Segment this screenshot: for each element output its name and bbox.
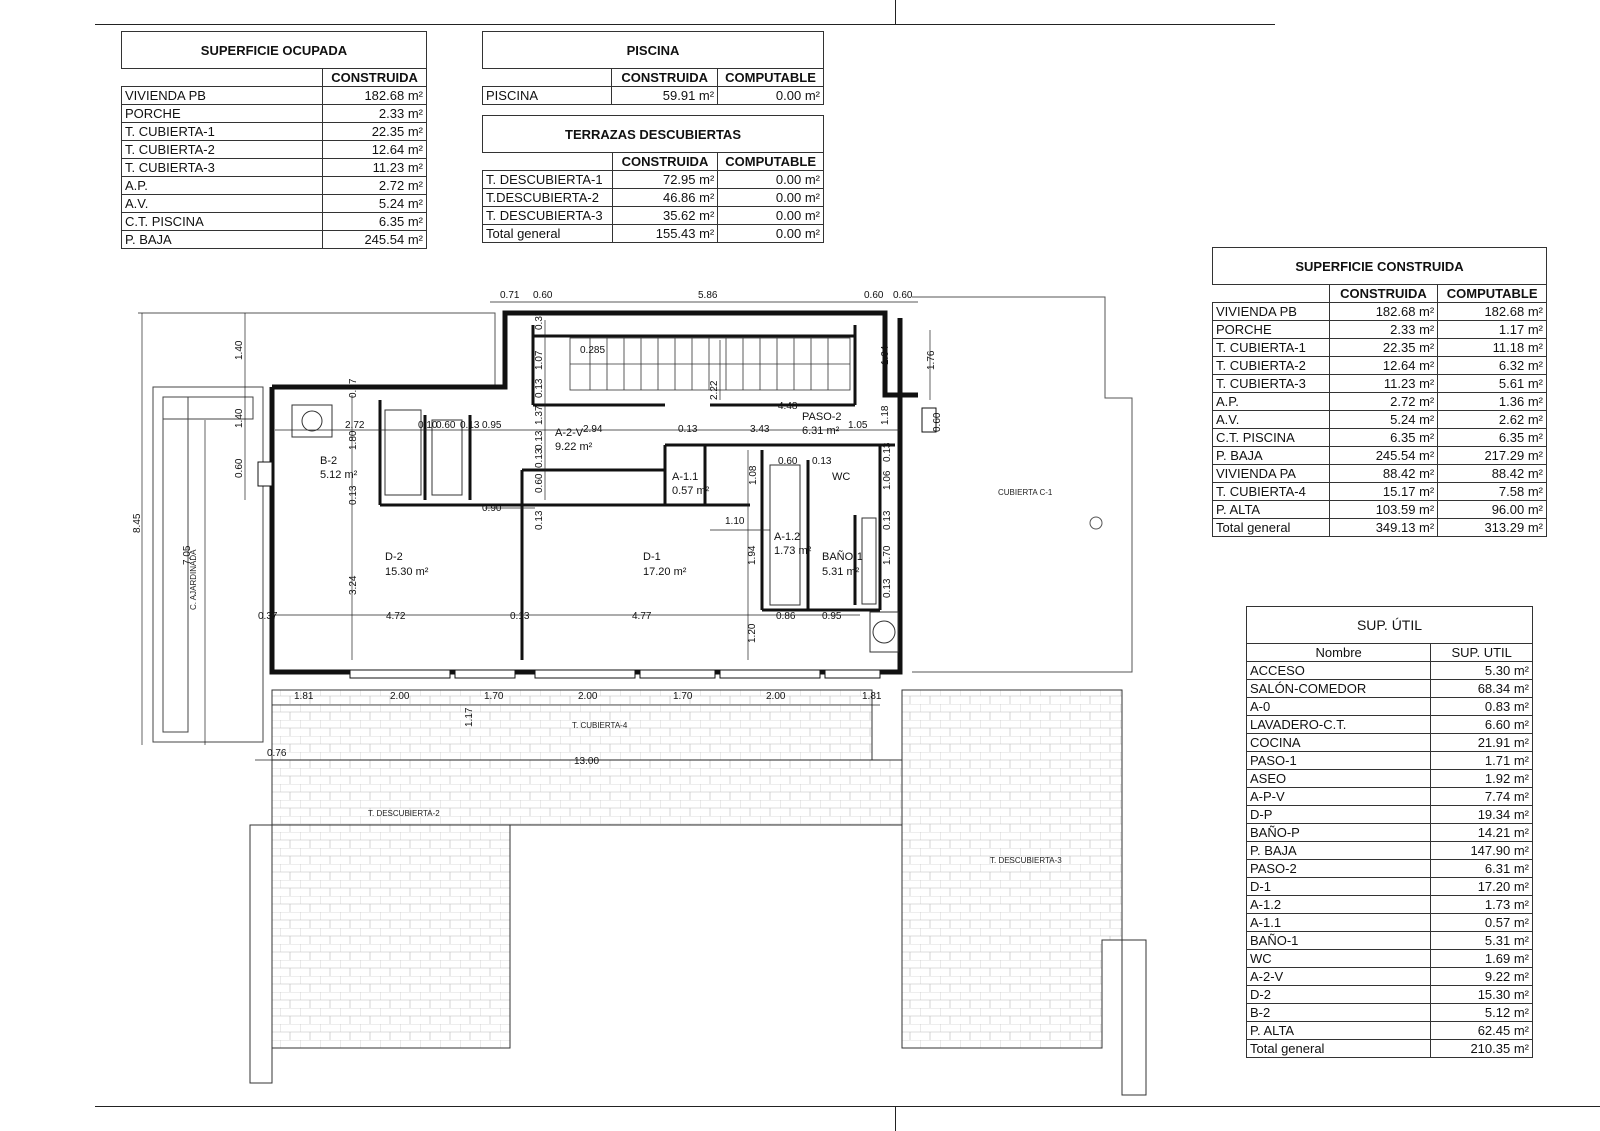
table-title: SUPERFICIE CONSTRUIDA — [1213, 248, 1547, 285]
row-name: A-1.2 — [1247, 896, 1431, 914]
col-header: SUP. UTIL — [1431, 644, 1533, 662]
dim: 1.76 — [926, 350, 937, 370]
dim: 1.81 — [862, 691, 882, 702]
row-value: 6.35 m² — [1438, 429, 1547, 447]
row-value: 19.34 m² — [1431, 806, 1533, 824]
dim: 0.10 — [418, 420, 438, 431]
col-header: Nombre — [1247, 644, 1431, 662]
row-name: T. CUBIERTA-3 — [1213, 375, 1330, 393]
row-name: PASO-2 — [1247, 860, 1431, 878]
row-name: PASO-1 — [1247, 752, 1431, 770]
row-value: 0.83 m² — [1431, 698, 1533, 716]
row-name: VIVIENDA PB — [1213, 303, 1330, 321]
row-name: T. CUBIERTA-1 — [122, 123, 323, 141]
row-value: 1.92 m² — [1431, 770, 1533, 788]
row-name: T. CUBIERTA-2 — [1213, 357, 1330, 375]
table-row — [1213, 465, 1547, 483]
row-value: 217.29 m² — [1438, 447, 1547, 465]
room-a2v-area: 9.22 m² — [555, 441, 593, 453]
room-b2-area: 5.12 m² — [320, 469, 358, 481]
row-name: Total general — [1247, 1040, 1431, 1058]
row-name: ACCESO — [1247, 662, 1431, 680]
row-value: 11.23 m² — [1329, 375, 1438, 393]
row-value: 15.30 m² — [1431, 986, 1533, 1004]
table-row — [122, 231, 427, 249]
label-cubierta-c1: CUBIERTA C-1 — [998, 488, 1053, 497]
row-value: 96.00 m² — [1438, 501, 1547, 519]
row-value: 5.12 m² — [1431, 1004, 1533, 1022]
row-value: 0.00 m² — [718, 87, 824, 105]
col-header: CONSTRUIDA — [1329, 285, 1438, 303]
label-t-descubierta-3: T. DESCUBIERTA-3 — [990, 856, 1062, 865]
row-name: Total general — [1213, 519, 1330, 537]
table-row — [483, 189, 824, 207]
table-row — [1247, 950, 1533, 968]
table-row — [1247, 896, 1533, 914]
row-value: 62.45 m² — [1431, 1022, 1533, 1040]
dim: 0.86 — [776, 611, 796, 622]
dim: 1.37 — [534, 405, 545, 425]
dim: 3.24 — [348, 575, 359, 595]
row-name: COCINA — [1247, 734, 1431, 752]
dim: 1.81 — [294, 691, 314, 702]
table-row — [1213, 411, 1547, 429]
table-row — [1247, 860, 1533, 878]
room-d1-area: 17.20 m² — [643, 566, 687, 578]
row-name: A.P. — [1213, 393, 1330, 411]
col-header: COMPUTABLE — [1438, 285, 1547, 303]
row-value: 1.17 m² — [1438, 321, 1547, 339]
col-header: CONSTRUIDA — [612, 153, 718, 171]
room-a12-name: A-1.2 — [774, 531, 801, 543]
row-name: VIVIENDA PB — [122, 87, 323, 105]
row-name: A-2-V — [1247, 968, 1431, 986]
row-value: 2.33 m² — [323, 105, 427, 123]
table-row — [122, 195, 427, 213]
dim: 0.13 — [812, 456, 832, 467]
t-descubierta-3-area — [902, 690, 1122, 1048]
cubierta-c1-outline — [912, 297, 1132, 672]
row-value: 155.43 m² — [612, 225, 718, 243]
row-value: 46.86 m² — [612, 189, 718, 207]
dim: 4.77 — [632, 611, 652, 622]
row-value: 245.54 m² — [323, 231, 427, 249]
col-header: CONSTRUIDA — [612, 69, 718, 87]
dim: 1.20 — [747, 623, 758, 643]
row-value: 14.21 m² — [1431, 824, 1533, 842]
table-row — [1247, 878, 1533, 896]
dim: 0.37 — [534, 310, 545, 330]
table-row — [1213, 483, 1547, 501]
dim: 0.60 — [864, 290, 884, 301]
dim: 0.60 — [893, 290, 913, 301]
dim: 0.13 — [348, 485, 359, 505]
row-name: P. ALTA — [1247, 1022, 1431, 1040]
table-superficie-ocupada — [121, 31, 427, 249]
row-value: 2.72 m² — [1329, 393, 1438, 411]
row-value: 35.62 m² — [612, 207, 718, 225]
room-bano1-name: BAÑO-1 — [822, 551, 863, 563]
row-value: 313.29 m² — [1438, 519, 1547, 537]
table-row — [1213, 501, 1547, 519]
row-value: 6.32 m² — [1438, 357, 1547, 375]
table-row — [1247, 806, 1533, 824]
c-ajardinada-outline — [153, 387, 263, 742]
dim: 0.71 — [500, 290, 520, 301]
dim: 0.13 — [882, 578, 893, 598]
table-row — [1247, 752, 1533, 770]
table-row — [1213, 393, 1547, 411]
table-row — [1213, 375, 1547, 393]
table-row — [483, 207, 824, 225]
table-row — [1247, 788, 1533, 806]
row-name: A.V. — [122, 195, 323, 213]
row-value: 5.31 m² — [1431, 932, 1533, 950]
table-row — [1247, 914, 1533, 932]
row-name: PISCINA — [483, 87, 612, 105]
table-row — [122, 105, 427, 123]
row-name: VIVIENDA PA — [1213, 465, 1330, 483]
table-terrazas — [482, 115, 824, 243]
table-row — [1247, 662, 1533, 680]
table-row — [1247, 842, 1533, 860]
dim: 0.60 — [533, 290, 553, 301]
dim: 0.13 — [882, 510, 893, 530]
room-a11-area: 0.57 m² — [672, 485, 710, 497]
row-name: C.T. PISCINA — [122, 213, 323, 231]
col-header: COMPUTABLE — [718, 153, 824, 171]
table-row — [1247, 824, 1533, 842]
row-value: 5.61 m² — [1438, 375, 1547, 393]
row-name: A-P-V — [1247, 788, 1431, 806]
table-row — [1247, 1022, 1533, 1040]
row-value: 59.91 m² — [612, 87, 718, 105]
row-name: C.T. PISCINA — [1213, 429, 1330, 447]
room-b2-name: B-2 — [320, 455, 338, 467]
dim: 0.13 — [534, 510, 545, 530]
dim: 13.00 — [574, 756, 600, 767]
table-row — [1213, 447, 1547, 465]
row-name: T. CUBIERTA-3 — [122, 159, 323, 177]
row-value: 9.22 m² — [1431, 968, 1533, 986]
row-value: 0.00 m² — [718, 207, 824, 225]
row-value: 5.30 m² — [1431, 662, 1533, 680]
row-value: 1.69 m² — [1431, 950, 1533, 968]
dim: 1.08 — [748, 465, 759, 485]
dim: 2.72 — [345, 420, 365, 431]
dim: 0.76 — [267, 748, 287, 759]
table-row — [1247, 986, 1533, 1004]
table-row — [122, 87, 427, 105]
row-name: A.P. — [122, 177, 323, 195]
table-row — [1213, 339, 1547, 357]
table-title: TERRAZAS DESCUBIERTAS — [483, 116, 824, 153]
table-title: SUPERFICIE OCUPADA — [122, 32, 427, 69]
dim: 1.40 — [234, 408, 245, 428]
dim: 1.10 — [725, 516, 745, 527]
row-value: 5.24 m² — [323, 195, 427, 213]
row-value: 0.00 m² — [718, 171, 824, 189]
dim: 2.00 — [578, 691, 598, 702]
dim: 0.13 — [534, 448, 545, 468]
col-header: COMPUTABLE — [718, 69, 824, 87]
row-name: P. ALTA — [1213, 501, 1330, 519]
row-name: T.DESCUBIERTA-2 — [483, 189, 613, 207]
dim: 0.13 — [534, 378, 545, 398]
dim: 0.37 — [258, 611, 278, 622]
row-name: BAÑO-1 — [1247, 932, 1431, 950]
row-name: T. CUBIERTA-4 — [1213, 483, 1330, 501]
row-name: P. BAJA — [1213, 447, 1330, 465]
row-value: 2.62 m² — [1438, 411, 1547, 429]
drain-icon — [1090, 517, 1102, 529]
dim: 1.04 — [880, 345, 891, 365]
interior-walls — [380, 325, 895, 660]
row-value: 15.17 m² — [1329, 483, 1438, 501]
row-value: 0.00 m² — [718, 225, 824, 243]
row-value: 1.71 m² — [1431, 752, 1533, 770]
upper-left-roof — [138, 313, 495, 385]
row-value: 12.64 m² — [323, 141, 427, 159]
room-a12-area: 1.73 m² — [774, 545, 812, 557]
room-d2-area: 15.30 m² — [385, 566, 429, 578]
row-value: 182.68 m² — [1438, 303, 1547, 321]
row-value: 2.33 m² — [1329, 321, 1438, 339]
row-value: 6.35 m² — [323, 213, 427, 231]
row-name: A-0 — [1247, 698, 1431, 716]
dim: 1.70 — [484, 691, 504, 702]
dim: 3.43 — [750, 424, 770, 435]
table-row — [483, 225, 824, 243]
table-superficie-construida — [1212, 247, 1547, 537]
row-value: 22.35 m² — [323, 123, 427, 141]
table-row — [483, 171, 824, 189]
room-paso2-name: PASO-2 — [802, 411, 842, 423]
table-row — [1247, 716, 1533, 734]
dim: 1.17 — [464, 707, 475, 727]
terrace-tiles — [250, 690, 1146, 1095]
table-row — [1247, 932, 1533, 950]
dim: 5.86 — [698, 290, 718, 301]
dim: 0.13 — [510, 611, 530, 622]
row-value: 6.60 m² — [1431, 716, 1533, 734]
row-value: 1.73 m² — [1431, 896, 1533, 914]
dim: 0.13 — [534, 430, 545, 450]
row-value: 22.35 m² — [1329, 339, 1438, 357]
row-name: B-2 — [1247, 1004, 1431, 1022]
table-row — [122, 159, 427, 177]
row-value: 210.35 m² — [1431, 1040, 1533, 1058]
room-wc-name: WC — [832, 471, 851, 483]
row-name: T. DESCUBIERTA-3 — [483, 207, 613, 225]
table-piscina — [482, 31, 824, 105]
row-name: D-1 — [1247, 878, 1431, 896]
dim: 2.22 — [709, 380, 720, 400]
row-value: 21.91 m² — [1431, 734, 1533, 752]
dim: 0.13 — [678, 424, 698, 435]
room-d2-name: D-2 — [385, 551, 403, 563]
sink2-icon — [873, 621, 895, 643]
row-value: 6.31 m² — [1431, 860, 1533, 878]
sink-icon — [302, 411, 322, 431]
t-descubierta-2-area — [272, 760, 902, 825]
table-row — [1213, 519, 1547, 537]
row-value: 0.57 m² — [1431, 914, 1533, 932]
table-row — [1247, 734, 1533, 752]
dim: 4.72 — [386, 611, 406, 622]
table-row — [1247, 1040, 1533, 1058]
table-sup-util — [1246, 606, 1533, 1058]
table-row — [1247, 698, 1533, 716]
row-value: 6.35 m² — [1329, 429, 1438, 447]
row-name: D-P — [1247, 806, 1431, 824]
row-value: 68.34 m² — [1431, 680, 1533, 698]
dim: 1.18 — [880, 405, 891, 425]
room-bano1-area: 5.31 m² — [822, 566, 860, 578]
row-value: 182.68 m² — [1329, 303, 1438, 321]
table-row — [1213, 429, 1547, 447]
table-row — [1247, 1004, 1533, 1022]
row-value: 17.20 m² — [1431, 878, 1533, 896]
table-row — [122, 213, 427, 231]
dim: 0.60 — [436, 420, 456, 431]
table-row — [122, 123, 427, 141]
table-row — [1247, 770, 1533, 788]
table-row — [1247, 680, 1533, 698]
row-name: PORCHE — [122, 105, 323, 123]
dim: 0.285 — [580, 345, 606, 356]
row-value: 88.42 m² — [1438, 465, 1547, 483]
row-name: T. CUBIERTA-2 — [122, 141, 323, 159]
table-title: SUP. ÚTIL — [1247, 607, 1533, 644]
dim: 0.60 — [234, 458, 245, 478]
row-name: Total general — [483, 225, 613, 243]
row-value: 12.64 m² — [1329, 357, 1438, 375]
dim: 2.00 — [390, 691, 410, 702]
row-value: 11.23 m² — [323, 159, 427, 177]
table-row — [1213, 321, 1547, 339]
room-paso2-area: 6.31 m² — [802, 425, 840, 437]
row-name: P. BAJA — [1247, 842, 1431, 860]
dim: 0.13 — [882, 442, 893, 462]
table-row — [483, 87, 824, 105]
t-descubierta-1-area — [272, 825, 510, 1048]
table-row — [122, 141, 427, 159]
col-header: CONSTRUIDA — [323, 69, 427, 87]
row-value: 1.36 m² — [1438, 393, 1547, 411]
table-row — [1247, 968, 1533, 986]
dim: 4.48 — [778, 401, 798, 412]
row-name: A-1.1 — [1247, 914, 1431, 932]
dim: 0.13 — [460, 420, 480, 431]
row-value: 7.58 m² — [1438, 483, 1547, 501]
label-t-cubierta-4: T. CUBIERTA-4 — [572, 721, 628, 730]
row-value: 0.00 m² — [718, 189, 824, 207]
row-value: 245.54 m² — [1329, 447, 1438, 465]
row-value: 88.42 m² — [1329, 465, 1438, 483]
label-c-ajardinada: C. AJARDINADA — [189, 549, 198, 610]
row-name: SALÓN-COMEDOR — [1247, 680, 1431, 698]
row-value: 11.18 m² — [1438, 339, 1547, 357]
row-value: 7.74 m² — [1431, 788, 1533, 806]
dim: 0.60 — [534, 473, 545, 493]
row-name: D-2 — [1247, 986, 1431, 1004]
dim: 1.94 — [747, 545, 758, 565]
row-name: WC — [1247, 950, 1431, 968]
row-value: 72.95 m² — [612, 171, 718, 189]
row-name: PORCHE — [1213, 321, 1330, 339]
room-a2v-name: A-2-V — [555, 427, 584, 439]
dim: 0.60 — [932, 412, 943, 432]
dim: 0.37 — [348, 378, 359, 398]
dim: 2.00 — [766, 691, 786, 702]
dim: 0.95 — [482, 420, 502, 431]
dim: 1.70 — [673, 691, 693, 702]
dim: 7.05 — [182, 545, 193, 565]
row-value: 5.24 m² — [1329, 411, 1438, 429]
dim: 1.80 — [348, 430, 359, 450]
room-d1-name: D-1 — [643, 551, 661, 563]
table-row — [1213, 303, 1547, 321]
row-value: 147.90 m² — [1431, 842, 1533, 860]
row-name: T. CUBIERTA-1 — [1213, 339, 1330, 357]
dim: 1.06 — [882, 470, 893, 490]
label-t-descubierta-2: T. DESCUBIERTA-2 — [368, 809, 440, 818]
table-row — [1213, 357, 1547, 375]
table-row — [122, 177, 427, 195]
row-name: BAÑO-P — [1247, 824, 1431, 842]
row-value: 2.72 m² — [323, 177, 427, 195]
row-name: ASEO — [1247, 770, 1431, 788]
dim: 1.05 — [848, 420, 868, 431]
room-a11-name: A-1.1 — [672, 471, 699, 483]
row-name: P. BAJA — [122, 231, 323, 249]
dim: 0.60 — [778, 456, 798, 467]
row-value: 182.68 m² — [323, 87, 427, 105]
dim: 2.94 — [583, 424, 603, 435]
table-title: PISCINA — [483, 32, 824, 69]
dim: 1.07 — [534, 350, 545, 370]
row-name: LAVADERO-C.T. — [1247, 716, 1431, 734]
dim: 0.90 — [482, 503, 502, 514]
dim: 0.95 — [822, 611, 842, 622]
row-value: 103.59 m² — [1329, 501, 1438, 519]
dim: 8.45 — [132, 513, 143, 533]
windows — [258, 408, 936, 678]
row-name: T. DESCUBIERTA-1 — [483, 171, 613, 189]
row-value: 349.13 m² — [1329, 519, 1438, 537]
row-name: A.V. — [1213, 411, 1330, 429]
dim: 1.40 — [234, 340, 245, 360]
dim: 1.70 — [882, 545, 893, 565]
